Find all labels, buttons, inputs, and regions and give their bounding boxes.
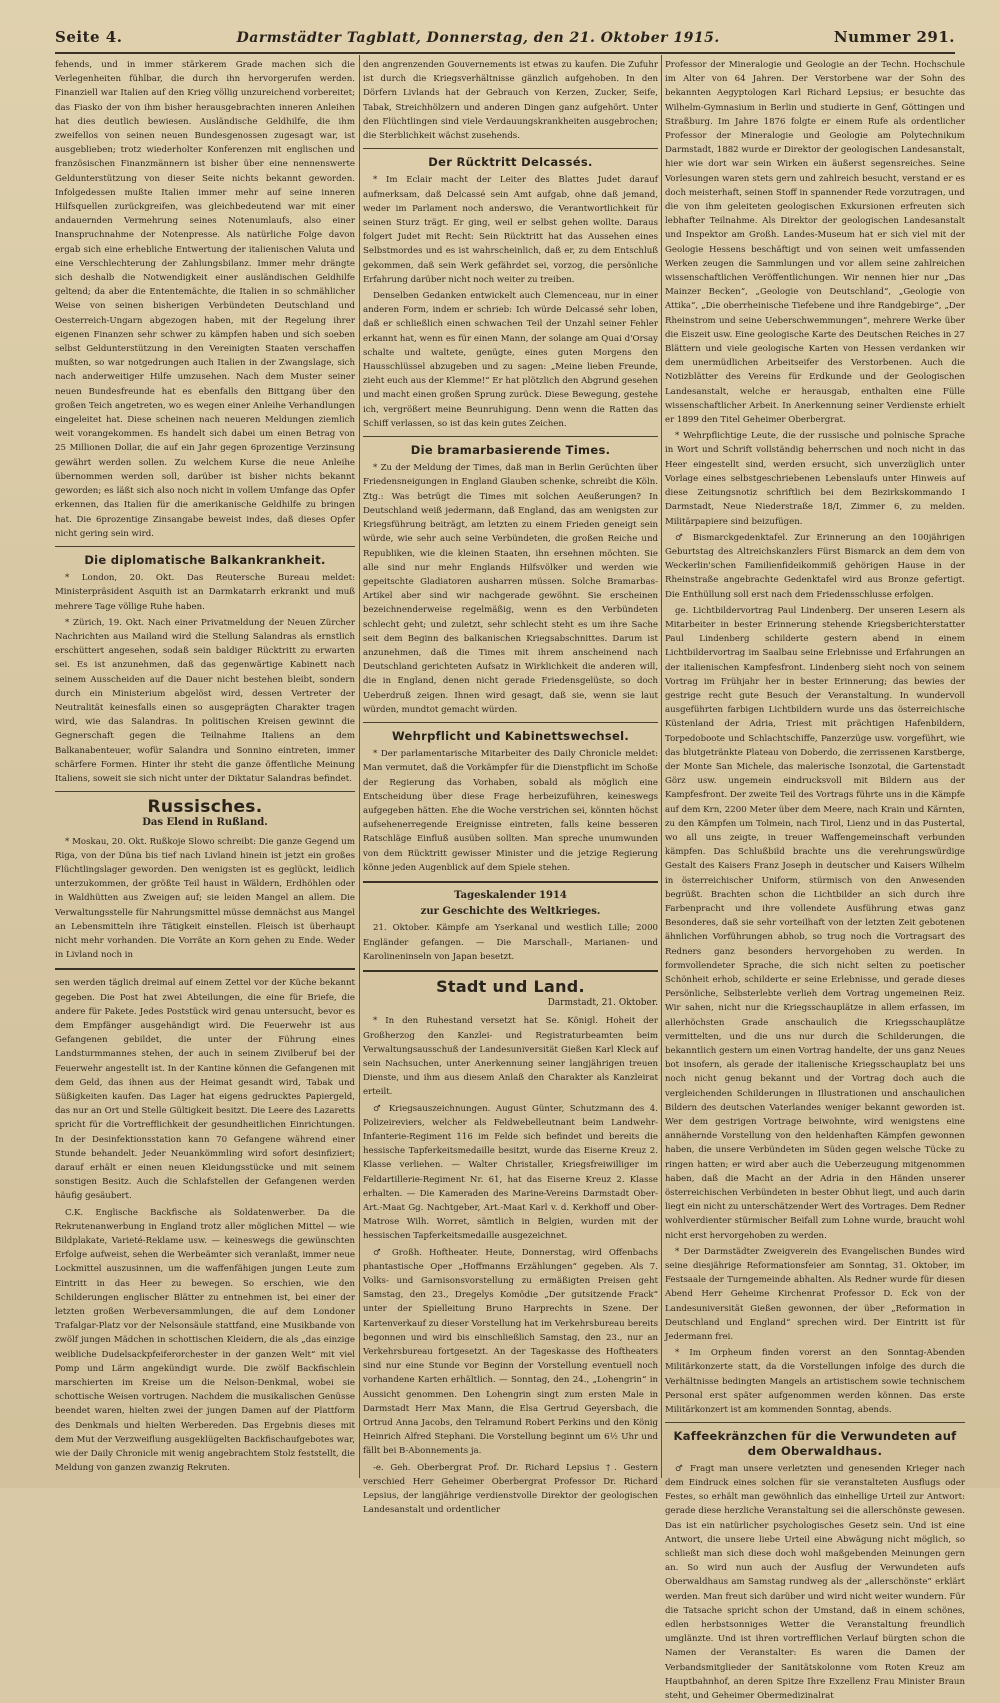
paragraph: ♂ Kriegsauszeichnungen. August Günter, Schutzmann des 4. Polizeireviers, welcher als Feldwebelleutnant beim Landwehr-Infanterie-Regiment 116 im Felde sich befindet und bereits die hessische Tapferkeitsmedaille besitzt, wurde das Eiserne Kreuz 2. Klasse verliehen. — Walter Christaller, Kriegsfreiwilliger im Feldartillerie-Regiment Nr. 61, hat das Eiserne Kreuz 2. Klasse erhalten. — Die Kameraden des Marine-Vereins Darmstadt Ober-Art.-Maat Gg. Nachtgeber, Art.-Maat Karl v. d. Kerkhoff und Ober-Matrose Wilh. Worret, sämtlich in Belgien, wurden mit der hessischen Tapferkeitsmedaille ausgezeichnet. [363,1103,658,1242]
paragraph: ♂ Fragt man unsere verletzten und genesenden Krieger nach dem Eindruck eines solchen für sie veranstalteten Ausflugs oder Festes, so erhält man gewöhnlich das einhellige Urteil zur Antwort: gerade diese herzliche Veranstaltung sei die allerschönste gewesen. Das ist ein natürlicher psychologisches Gesetz sein. Und ist eine Antwort, die unsere liebe Urteil eine Abwägung nicht möglich, so schließt man sich diese doch wohl maßgebenden Meinungen gern an. So wird nun auch der Ausflug der Verwundeten aufs Oberwaldhaus am Samstag rundweg als der „allerschönste“ erklärt werden. Man freut sich darüber und wird nicht weiter wundern. Für die Tatsache spricht schon der Umstand, daß in einem schönes, edlen herbstsonniges Wetter die Veranstaltung freundlich umglänzte. Und ist ihren vortrefflichen Verlauf bürgten schon die Namen der Veranstalter: Es waren die Damen der Verbandsmitglieder der Sanitätskolonne vom Roten Kreuz am Hauptbahnhof, an deren Spitze Ihre Exzellenz Frau Minister Braun steht, und Geheimer Obermedizinalrat [665,1463,965,1701]
column-1 [55,58,355,1476]
paragraph: * Der Darmstädter Zweigverein des Evangelischen Bundes wird seine diesjährige Reformationsfeier am Sonntag, 31. Oktober, im Festsaale der Turngemeinde abhalten. Als Redner wurde für diesen Abend Herr Geheime Kirchenrat Professor D. Eck von der Landesuniversität Gießen gewonnen, der über „Reformation in Deutschland und England“ sprechen wird. Der Eintritt ist für Jedermann frei. [665,1246,965,1343]
divider [363,722,658,723]
column-divider [359,55,360,1478]
paragraph: * Im Orpheum finden vorerst an den Sonntag-Abenden Militärkonzerte statt, da die Vorstellungen infolge des durch die Verhältnisse bedingten Mangels an artistischem sowie technischem Personal erst später aufgenommen werden können. Das erste Militärkonzert ist am kommenden Sonntag, abends. [665,1348,965,1416]
paragraph: -e. Geh. Oberbergrat Prof. Dr. Richard Lepsius †. Gestern verschied Herr Geheimer Oberbergrat Professor Dr. Richard Lepsius, der langjährige verdienstvolle Direktor der geologischen Landesanstalt und ordentlicher [363,1462,658,1516]
calendar-subheading: zur Geschichte des Weltkrieges. [420,906,601,918]
column-2 [363,58,658,1516]
headline-russisches: Russisches. [147,797,263,818]
paragraph: sen werden täglich dreimal auf einem Zettel vor der Küche bekannt gegeben. Die Post hat zwei Abteilungen, die eine für Briefe, die andere für Pakete. Jedes Poststück wird genau untersucht, bevor es dem Empfänger ausgehändigt wird. Die Feuerwehr ist aus Gefangenen gebildet, die unter der Führung eines Landsturmmannes stehen, der auch in seinem Zivilberuf bei der Feuerwehr angestellt ist. In der Kantine können die Gefangenen mit dem Geld, das ihnen aus der Heimat gesandt wird, Tabak und Süßigkeiten kaufen. Das Lager hat eigens gedrucktes Papiergeld, das nur an Ort und Stelle Gültigkeit besitzt. Die Leere des Lazaretts spricht für die Vortrefflichkeit der gesundheitlichen Einrichtungen. In der Desinfektionsstation kann 70 Gefangene während einer Stunde behandelt. Jeder Neuankömmling wird sofort desinfiziert; darauf erhält er einen neuen Kleidungsstücke und mit seinem sonstigen Besitz. Auch die Schlafstellen der Gefangenen werden häufig gesäubert. [55,978,355,1202]
paragraph: Professor der Mineralogie und Geologie an der Techn. Hochschule im Alter von 64 Jahren. Der Verstorbene war der Sohn des bekannten Aegyptologen Karl Richard Lepsius; er besuchte das Wilhelm-Gymnasium in Berlin und studierte in Genf, Göttingen und Straßburg. Im Jahre 1876 folgte er einem Rufe als ordentlicher Professor der Mineralogie und Geologie am Polytechnikum Darmstadt, 1882 wurde er Direktor der geologischen Landesanstalt, hier wie dort war sein Wirken ein äußerst segensreiches. Seine Vorlesungen waren stets gern und zahlreich besucht, verstand er es doch meisterhaft, seinen Stoff in spannender Rede vorzutragen, und die von ihm geleiteten geologischen Exkursionen erfreuten sich lebhafter Teilnahme. Als Direktor der geologischen Landesanstalt und Inspektor am Großh. Landes-Museum hat er sich viel mit der Geologie Hessens beschäftigt und von seinen weit umfassenden Werken zeugen die Sammlungen und vor allem seine zahlreichen wissenschaftlichen Veröffentlichungen. Wir nennen hier nur „Das Mainzer Becken“, „Geologie von Deutschland“, „Geologie von Attika“, „Die oberrheinische Tiefebene und ihre Randgebirge“, „Der Rheinstrom und seine Ueberschwemmungen“, mehrere Werke über die Eiszeit usw. Eine geologische Karte des Deutschen Reiches in 27 Blättern und viele geologische Karten von Hessen verdanken wir dem unermüdlichen Arbeitseifer des Verstorbenen. Auch die Notizblätter des Vereins für Erdkunde und der Geologischen Landesanstalt, welche er herausgab, enthalten eine Fülle wissenschaftlicher Arbeit. In Anerkennung seiner Verdienste erhielt er 1899 den Titel Geheimer Oberbergrat. [665,60,965,426]
paragraph: * Zu der Meldung der Times, daß man in Berlin Gerüchten über Friedensneigungen in England Glauben schenke, schreibt die Köln. Ztg.: Was betrügt die Times mit solchen Aeußerungen? In Deutschland weiß jedermann, daß England, das am wenigsten zur Kriegsführung beiträgt, am letzten zu einem Frieden geneigt sein würde, wie sehr auch seine Verbündeten, die großen Reiche und Republiken, wie die kleinen Staaten, ihn ersehnen möchten. Sie alle sind nur mehr Englands Hilfsvölker und werden wie gepeitschte Gladiatoren ausharren müssen. Solche Bramarbas-Artikel aber sind wir nachgerade gewöhnt. Sie erscheinen bezeichnenderweise regelmäßig, wenn es den Verbündeten schlecht geht; und zuletzt, sehr schlecht steht es um ihre Sache seit dem Beginn des balkanischen Kriegsabschnittes. Darum ist anzunehmen, daß die Times mit ihrem anscheinend nach Deutschland gerichteten Aufsatz in Wirklichkeit die anderen will, die in England, denen nicht gerade Friedensgelüste, so doch Ueberdruß zeigen. Ihnen wird gesagt, daß sie, wenn sie laut würden, mundtot gemacht würden. [363,463,658,715]
calendar-heading: Tageskalender 1914 [454,889,567,901]
issue-number: Nummer 291. [833,28,955,46]
paragraph: fehends, und in immer stärkerem Grade machen sich die Verlegenheiten fühlbar, die durch ihn hervorgerufen werden. Finanziell war Italien auf den Krieg völlig unzureichend vorbereitet; das Fiasko der von ihm bisher herausgebrachten inneren Anleihen hat dies deutlich bewiesen. Ausländische Geldhilfe, die ihm zweifellos von seinen neuen Bundesgenossen zugesagt war, ist ausgeblieben; trotz wiederholter Konferenzen mit englischen und französischen Finanzmännern ist bisher über eine nennenswerte Geldunterstützung von dieser Seite nichts bekannt geworden. Infolgedessen mußte Italien immer mehr auf seine inneren Hilfsquellen zurückgreifen, was gleichbedeutend war mit einer andauernden Vermehrung seines Notenumlaufs, also einer Inanspruchnahme der Notenpresse. Als natürliche Folge davon ergab sich eine erhebliche Entwertung der italienischen Valuta und eine Verschlechterung der Zahlungsbilanz. Immer mehr drängte sich deshalb die Notwendigkeit einer ausländischen Geldhilfe geltend; da aber die Ententemächte, die Italien in so schmählicher Weise von seinen bisherigen Verbündeten Deutschland und Oesterreich-Ungarn abgezogen haben, mit der Regelung ihrer eigenen Finanzen sehr schwer zu kämpfen haben und sich soeben selbst Geldunterstützung in den Vereinigten Staaten verschaffen mußten, so war notgedrungen auch Italien in der Zwangslage, sich nach anderweitiger Hilfe umzusehen. Nach dem Muster seiner neuen Bundesfreunde hat es ebenfalls den Bittgang über den großen Teich angetreten, wo es wegen einer Anleihe Verhandlungen eingeleitet hat. Diese scheinen nach neueren Meldungen ziemlich weit vorangekommen. Es handelt sich dabei um einen Betrag von 25 Millionen Dollar, die auf ein Jahr gegen 6prozentige Verzinsung gewährt werden sollen. Zu welchem Kurse die neue Anleihe übernommen werden soll, darüber ist bisher nichts bekannt geworden; es läßt sich also noch nicht in vollem Umfange das Opfer erkennen, das Italien für die amerikanische Geldhilfe zu bringen hat. Die 6prozentige Zinsangabe beweist indes, daß dieses Opfer nicht gering sein wird. [55,60,355,539]
divider [55,546,355,547]
paragraph: C.K. Englische Backfische als Soldatenwerber. Da die Rekrutenanwerbung in England trotz aller möglichen Mittel — wie Bildplakate, Varieté-Reklame usw. — keineswegs die gewünschten Erfolge aufweist, sehen die Werbeämter sich veranlaßt, immer neue Lockmittel auszusinnen, um die waffenfähigen jungen Leute zum Eintritt in das Heer zu bewegen. So erschien, wie den Schilderungen englischer Blätter zu entnehmen ist, bei einer der letzten großen Werbeversammlungen, die auf dem Londoner Trafalgar-Platz vor der Nelsonsäule stattfand, eine Musikbande von zwölf jungen Mädchen in schottischen Kleidern, die als „das einzige weibliche Dudelsackpfeiferorchester in der ganzen Welt“ mit viel Pomp und Lärm angekündigt wurde. Die zwölf Backfischlein marschierten im Kreise um die Nelson-Denkmal, wobei sie schottische Weisen vortrugen. Nachdem die musikalischen Genüsse beendet waren, hielten zwei der jungen Damen auf der Plattform des Denkmals und hielten Werbereden. Das Ergebnis dieses mit dem Mut der Verzweiflung ausgeklügelten Backfischaufgebotes war, wie der Daily Chronicle mit wenig angebrachtem Stolz feststellt, die Meldung von ganzen zwanzig Rekruten. [55,1207,355,1474]
divider [363,436,658,437]
headline-wehrpflicht: Wehrpflicht und Kabinettswechsel. [391,728,630,743]
masthead [55,28,955,50]
paragraph: ♂ Bismarckgedenktafel. Zur Erinnerung an den 100jährigen Geburtstag des Altreichskanzlers Fürst Bismarck an dem dem von Weckerlin'schen Familienfideikommiß gehörigen Hause in der Rheinstraße angebrachte Gedenktafel wird aus Bronze gefertigt. Die Enthüllung soll erst nach dem Friedensschlusse erfolgen. [665,532,965,600]
column-divider [661,55,662,1478]
masthead-rule [55,52,955,54]
headline-times: Die bramarbasierende Times. [410,443,611,458]
headline-kaffeekraenzchen: Kaffeekränzchen für die Verwundeten auf dem Oberwaldhaus. [673,1429,957,1458]
calendar-text: 21. Oktober. Kämpfe am Yserkanal und westlich Lille; 2000 Engländer gefangen. — Die Marschall-, Marianen- und Karolineninseln von Japan besetzt. [363,923,658,962]
divider [55,968,355,970]
paragraph: Denselben Gedanken entwickelt auch Clemenceau, nur in einer anderen Form, indem er schrieb: Ich würde Delcassé sehr loben, daß er schließlich einen schwachen Teil der Unzahl seiner Fehler erkannt hat, wenn es für einen Mann, der solange am Quai d'Orsay schalte und waltete, genügte, eines guten Morgens den Hausschlüssel abzugeben und zu sagen: „Meine lieben Freunde, zieht euch aus der Klemme!“ Er hat plötzlich den Abgrund gesehen und macht einen großen Sprung zurück. Diese Bewegung, gestehe ich, vergrößert meine Beunruhigung. Denn wenn die Ratten das Schiff verlassen, so ist das kein gutes Zeichen. [363,291,658,429]
divider [363,148,658,149]
paragraph: * Im Eclair macht der Leiter des Blattes Judet darauf aufmerksam, daß Delcassé sein Amt aufgab, ohne daß jemand, weder im Parlament noch anderswo, die Verantwortlichkeit für seinen Sturz trägt. Er ging, weil er selbst gehen wollte. Daraus folgert Judet mit Recht: Sein Rücktritt hat das Aussehen eines Selbstmordes und es ist wahrscheinlich, daß er, zu dem Entschluß gekommen, daß sein Werk gefährdet sei, vorzog, die persönliche Erfahrung darüber nicht noch weiter zu treiben. [363,175,658,285]
headline-stadt-und-land: Stadt und Land. [436,976,585,996]
headline-balkan: Die diplomatische Balkankrankheit. [84,552,326,567]
paragraph: den angrenzenden Gouvernements ist etwas zu kaufen. Die Zufuhr ist durch die Kriegsverhältnisse gänzlich aufgehoben. In den Dörfern Livlands hat der Gebrauch von Kerzen, Zucker, Seife, Tabak, Streichhölzern und anderen Dingen ganz aufgehört. Unter den Flüchtlingen sind viele Verdauungskrankheiten ausgebrochen; die Sterblichkeit wächst zusehends. [363,60,658,142]
dateline: Darmstadt, 21. Oktober. [547,998,658,1009]
paragraph: ge. Lichtbildervortrag Paul Lindenberg. Der unseren Lesern als Mitarbeiter in bester Erinnerung stehende Kriegsberichterstatter Paul Lindenberg schilderte gestern abend in einem Lichtbildervortrag im Saalbau seine Erlebnisse und Erfahrungen an der italienischen Kampfesfront. Lindenberg sieht noch von seinem Vortrag im Frühjahr her in bester Erinnerung; das bewies der gestrige recht gute Besuch der Veranstaltung. In wundervoll ausgeführten farbigen Lichtbildern wurde uns das österreichische Küstenland der Adria, Triest mit prächtigen Hafenbildern, Torpedoboote und Schlachtschiffe, Panzerzüge usw. vorgeführt, wie das blutgetränkte Plateau von Doberdo, die zerrissenen Karstberge, der Monte San Michele, das malerische Isonzotal, die Gartenstadt Görz usw. ungemein eindrucksvoll mit Bildern aus der Kampfesfront. Der zweite Teil des Vortrags führte uns in die Kämpfe auf dem Krn, 2200 Meter über dem Meere, nach Krain und Kärnten, zu den Kämpfen um Tolmein, nach Tirol, Lienz und in das Pustertal, wo all uns zeigte, in treuer Waffengemeinschaft verbunden kämpfen. Das Schlußbild brachte uns die verehrungswürdige Gestalt des Kaisers Franz Joseph in deutscher und Kaisers Wilhelm in österreichischer Uniform, stürmisch von den Anwesenden begrüßt. Brachten schon die Lichtbilder an sich durch ihre Farbenpracht und ihre vollendete Ausführung etwas ganz Besonderes, daß sie sehr vorteilhaft von der letzten Zeit gebotenen ähnlichen Vorführungen abhob, so trug noch die Vortragsart des Redners ganz besonders hervorgehoben zu werden. In formvollendeter Sprache, die sich nicht selten zu poetischer Schönheit erhob, schilderte er seine Erlebnisse, und gerade dieses Persönliche, Selbsterlebte verlieh dem Vortrag ungemeinen Reiz. Wir sahen, nicht nur die Kriegsschauplätze in allem erfassen, im allerhöchsten Grade anschaulich die Kriegsschauplätze vermittelten, und die uns nur durch die Schilderungen, die bekanntlich gestern um einen Vortrag handelte, der uns ganz Neues bot insofern, als gerade der italienische Kriegsschauplatz bei uns noch nicht genug bekannt und der Vortrag doch auch die vergleichenden Schilderungen in Illustrationen und anschaulichen Bildern des deutschen Vaterlandes weniger bekannt geworden ist. Wer dem gestrigen Vortrage beiwohnte, wird wenigstens eine annähernde Vorstellung von den heldenhaften Kämpfen gewonnen haben, die unsere Verbündeten im Süden gegen welsche Tücke zu ringen hatten; er wird aber auch die Ueberzeugung mitgenommen haben, daß die Macht an der Adria in den Händen unserer österreichischen Verbündeten in bester Obhut liegt, und auch darin liegt ein nicht zu unterschätzender Wert des Vortrages. Dem Redner wohlverdienter stürmischer Beifall zum Lohne wurde, braucht wohl nicht erst hervorgehoben zu werden. [665,605,965,1241]
paragraph: ♂ Großh. Hoftheater. Heute, Donnerstag, wird Offenbachs phantastische Oper „Hoffmanns Erzählungen“ gegeben. Als 7. Volks- und Garnisonsvorstellung zu ermäßigten Preisen geht Samstag, den 23., Dregelys Komödie „Der gutsitzende Frack“ unter der Spielleitung Bruno Harprechts in Szene. Der Kartenverkauf zu dieser Vorstellung hat im Verkehrsbureau bereits begonnen und wird bis einschließlich Samstag, den 23., nur an Verkehrsbureau fortgesetzt. An der Tageskasse des Hoftheaters sind nur eine Stunde vor Beginn der Vorstellung eventuell noch vorhandene Karten erhältlich. — Sonntag, den 24., „Lohengrin“ in Aussicht genommen. Den Lohengrin singt zum ersten Male in Darmstadt Herr Max Mann, die Elsa Gertrud Geyersbach, die Ortrud Anna Jacobs, den Telramund Robert Perkins und den König Heinrich Alfred Stephani. Die Vorstellung beginnt um 6½ Uhr und fällt bei B-Abonnements ja. [363,1247,658,1457]
newspaper-title: Darmstädter Tagblatt, Donnerstag, den 21. Oktober 1915. [236,30,720,46]
divider [363,881,658,883]
divider [665,1422,965,1423]
divider [363,970,658,972]
subheadline: Das Elend in Rußland. [142,817,268,829]
paragraph: * Zürich, 19. Okt. Nach einer Privatmeldung der Neuen Zürcher Nachrichten aus Mailand wird die Stellung Salandras als ernstlich erschüttert angesehen, sodaß sein baldiger Rücktritt zu erwarten sei. Es ist anzunehmen, daß das gegenwärtige Kabinett nach seinem Ausscheiden auf die Dauer nicht bestehen bleibt, sondern durch ein Ministerium abgelöst wird, dessen Vertreter der Neutralität keinesfalls einen so ausgeprägten Charakter tragen wird, wie das Salandras. In politischen Kreisen gewinnt die Gegnerschaft gegen die Teilnahme Italiens an dem Balkanabenteuer, wofür Salandra und Sonnino eintreten, immer schärfere Formen. Hinter ihr steht die ganze öffentliche Meinung Italiens, soweit sie sich nicht unter der Diktatur Salandras befindet. [55,617,355,784]
column-3 [665,58,965,1701]
divider [55,791,355,792]
paragraph: * Wehrpflichtige Leute, die der russische und polnische Sprache in Wort und Schrift vollständig beherrschen und noch nicht in das Heer eingestellt sind, werden ersucht, sich unverzüglich unter Vorlage eines selbstgeschriebenen Lebenslaufs unter Hinweis auf diese Zeitungsnotiz schriftlich bei dem Bezirkskommando I Darmstadt, Neue Niederstraße 18/I, Zimmer 6, zu melden. Militärpapiere sind beizufügen. [665,431,965,527]
paragraph: * In den Ruhestand versetzt hat Se. Königl. Hoheit der Großherzog den Kanzlei- und Registraturbeamten beim Verwaltungsausschuß der Landesuniversität Gießen Karl Kleck auf sein Nachsuchen, unter Anerkennung seiner langjährigen treuen Dienste, und ihm aus diesem Anlaß den Charakter als Kanzleirat erteilt. [363,1016,658,1098]
paragraph: * Moskau, 20. Okt. Rußkoje Slowo schreibt: Die ganze Gegend um Riga, von der Düna bis tief nach Livland hinein ist jetzt ein großes Flüchtlingslager geworden. Den wenigsten ist es geglückt, leidlich unterzukommen, der größte Teil haust in Wäldern, Erdhöhlen oder in Waldhütten aus Zweigen auf; sie leiden Mangel an allem. Die Verwaltungsstelle für Nahrungsmittel müsse demnächst aus Mangel an Lebensmitteln ihre Tätigkeit einstellen. Fleisch ist überhaupt nicht mehr vorhanden. Die Vorräte an Korn gehen zu Ende. Weder in Livland noch in [55,836,355,961]
headline-delcasse: Der Rücktritt Delcassés. [428,155,593,170]
paragraph: * Der parlamentarische Mitarbeiter des Daily Chronicle meldet: Man vermutet, daß die Vorkämpfer für die Dienstpflicht im Schoße der Regierung das Vorhaben, sobald als möglich eine Entscheidung über diese Frage herbeizuführen, keineswegs aufgegeben hätten. Ehe die Woche verstrichen sei, könnten höchst aufsehenerregende Ereignisse eintreten, falls keine besseren Ratschläge Einfluß ausüben sollten. Man spreche unumwunden von dem Rücktritt gewisser Minister und die jetzige Regierung könne jeden Augenblick auf dem Spiele stehen. [363,749,658,873]
paragraph: * London, 20. Okt. Das Reutersche Bureau meldet: Ministerpräsident Asquith ist an Darmkatarrh erkrankt und muß mehrere Tage völlige Ruhe haben. [55,573,355,612]
page-number: Seite 4. [55,28,123,46]
